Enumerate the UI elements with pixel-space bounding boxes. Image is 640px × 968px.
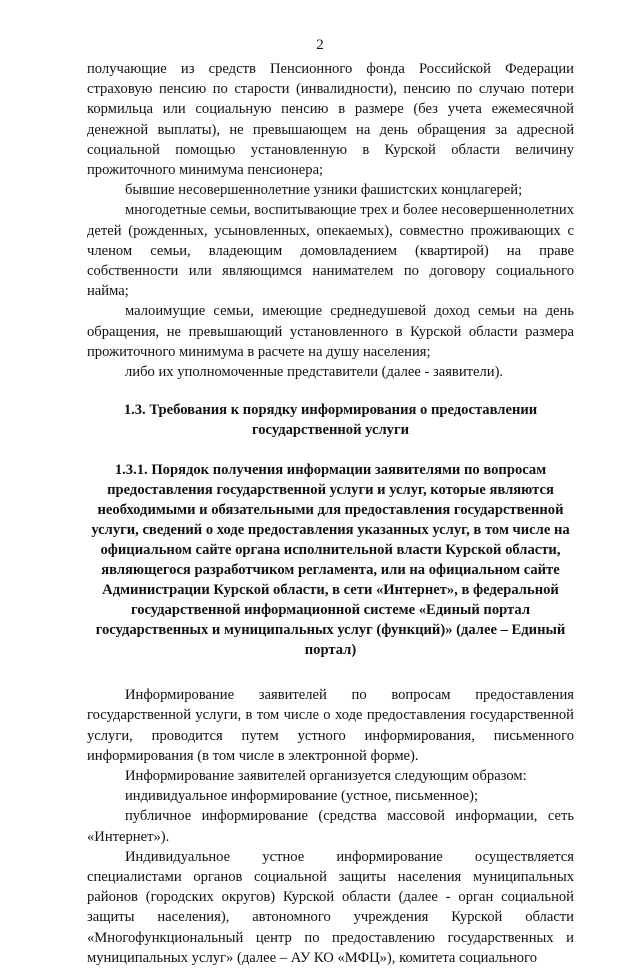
paragraph-individual-informing: индивидуальное информирование (устное, письменное);	[125, 788, 479, 805]
paragraph-representatives: либо их уполномоченные представители (далее - заявители).	[125, 364, 504, 381]
paragraph-informing-organization: Информирование заявителей организуется следующим образом:	[125, 768, 527, 785]
paragraph-large-families: многодетные семьи, воспитывающие трех и более несовершеннолетних детей (рожденных, усыновленных, опекаемых), совместно проживающих с членом семьи, владеющим домовладением (квартирой) на праве собственности или являющимся нанимателем по договору социального найма;	[87, 202, 574, 300]
paragraph-public-informing: публичное информирование (средства массовой информации, сеть «Интернет»).	[87, 808, 574, 845]
paragraph-individual-oral-informing: Индивидуальное устное информирование осуществляется специалистами органов социальной защиты населения муниципальных районов (городских округов) Курской области (далее - орган социальной защиты населения), автономного учреждения Курской области «Многофункциональный центр по предоставлению государственных и муниципальных услуг» (далее – АУ КО «МФЦ»), комитета социального	[87, 848, 574, 966]
section-heading: 1.3. Требования к порядку информирования о предоставлении государственной услуги	[123, 402, 538, 439]
paragraph-pension-recipients: получающие из средств Пенсионного фонда Российской Федерации страховую пенсию по старости (инвалидности), пенсию по случаю потери кормильца или социальную пенсию в размере (без учета ежемесячной денежной выплаты), не превышающем на день обращения за адресной социальной помощью установленную в Курской области величину прожиточного минимума пенсионера;	[87, 61, 574, 179]
subsection-heading: 1.3.1. Порядок получения информации заявителями по вопросам предоставления государственной услуги и услуг, которые являются необходимыми и обязательными для предоставления государственной услуги, сведений о ходе предоставления указанных услуг, в том числе на официальном сайте органа исполнительной власти Курской области, являющегося разработчиком регламента, или на официальном сайте Администрации Курской области, в сети «Интернет», в федеральной государственной информационной системе «Единый портал государственных и муниципальных услуг (функций)» (далее – Единый портал)	[91, 462, 570, 659]
paragraph-informing-methods: Информирование заявителей по вопросам предоставления государственной услуги, в том числе о ходе предоставления государственной услуги, проводится путем устного информирования, письменного информирования (в том числе в электронной форме).	[87, 687, 574, 764]
document-body	[87, 59, 574, 968]
page-number: 2	[316, 37, 324, 53]
paragraph-low-income-families: малоимущие семьи, имеющие среднедушевой доход семьи на день обращения, не превышающий установленного в Курской области размера прожиточного минимума в расчете на душу населения;	[87, 303, 574, 360]
paragraph-former-prisoners: бывшие несовершеннолетние узники фашистских концлагерей;	[125, 182, 523, 199]
